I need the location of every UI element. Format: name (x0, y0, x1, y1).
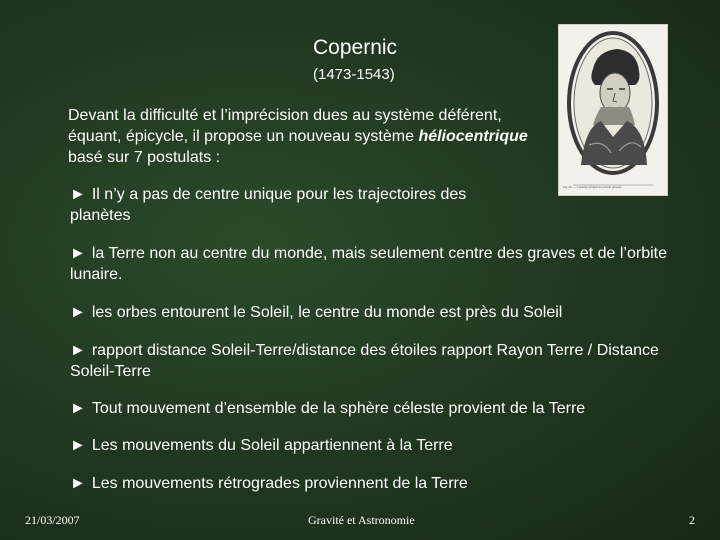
bullet-item (70, 473, 680, 494)
bullet-arrow-icon: ► (70, 437, 86, 454)
bullet-item (70, 435, 680, 456)
bullet-arrow-icon: ► (70, 475, 86, 492)
bullet-text: rapport distance Soleil-Terre/distance des étoiles rapport Rayon Terre / Distance Soleil-Terre (70, 342, 659, 380)
bullet-item (70, 398, 680, 419)
bullet-text: la Terre non au centre du monde, mais seulement centre des graves et de l’orbite lunaire. (70, 245, 667, 283)
slide-dates: (1473-1543) (313, 66, 395, 83)
intro-emphasis: héliocentrique (418, 128, 528, 145)
bullet-text: les orbes entourent le Soleil, le centre du monde est près du Soleil (91, 304, 563, 321)
bullet-arrow-icon: ► (70, 304, 86, 321)
footer-title: Gravité et Astronomie (308, 513, 415, 527)
copernicus-portrait (558, 24, 668, 196)
bullet-text: Les mouvements du Soleil appartiennent à la Terre (91, 437, 453, 454)
bullet-item (70, 302, 680, 323)
bullet-arrow-icon: ► (70, 400, 86, 417)
intro-text (42, 105, 542, 168)
footer-date: 21/03/2007 (25, 513, 80, 527)
bullet-item (70, 184, 530, 226)
intro-text-part2: basé sur 7 postulats : (68, 149, 221, 166)
bullet-item (70, 243, 680, 285)
bullet-text: Il n’y a pas de centre unique pour les trajectoires des planètes (70, 186, 467, 224)
bullet-arrow-icon: ► (70, 245, 86, 262)
footer-page-number: 2 (689, 513, 695, 527)
intro-paragraph (42, 105, 542, 168)
portrait-caption: Fig. 26. — Copernic (d'après un portrait ancien). (563, 185, 622, 189)
portrait-engraving (559, 25, 667, 195)
slide-title: Copernic (313, 36, 398, 59)
bullet-item (70, 340, 680, 382)
bullet-arrow-icon: ► (70, 186, 86, 203)
bullet-text: Tout mouvement d’ensemble de la sphère céleste provient de la Terre (91, 400, 586, 417)
intro-text-part1: Devant la difficulté et l’imprécision dues au système déférent, équant, épicycle, il propose un nouveau système (68, 107, 502, 145)
bullet-arrow-icon: ► (70, 342, 86, 359)
bullet-text: Les mouvements rétrogrades proviennent de la Terre (91, 475, 468, 492)
